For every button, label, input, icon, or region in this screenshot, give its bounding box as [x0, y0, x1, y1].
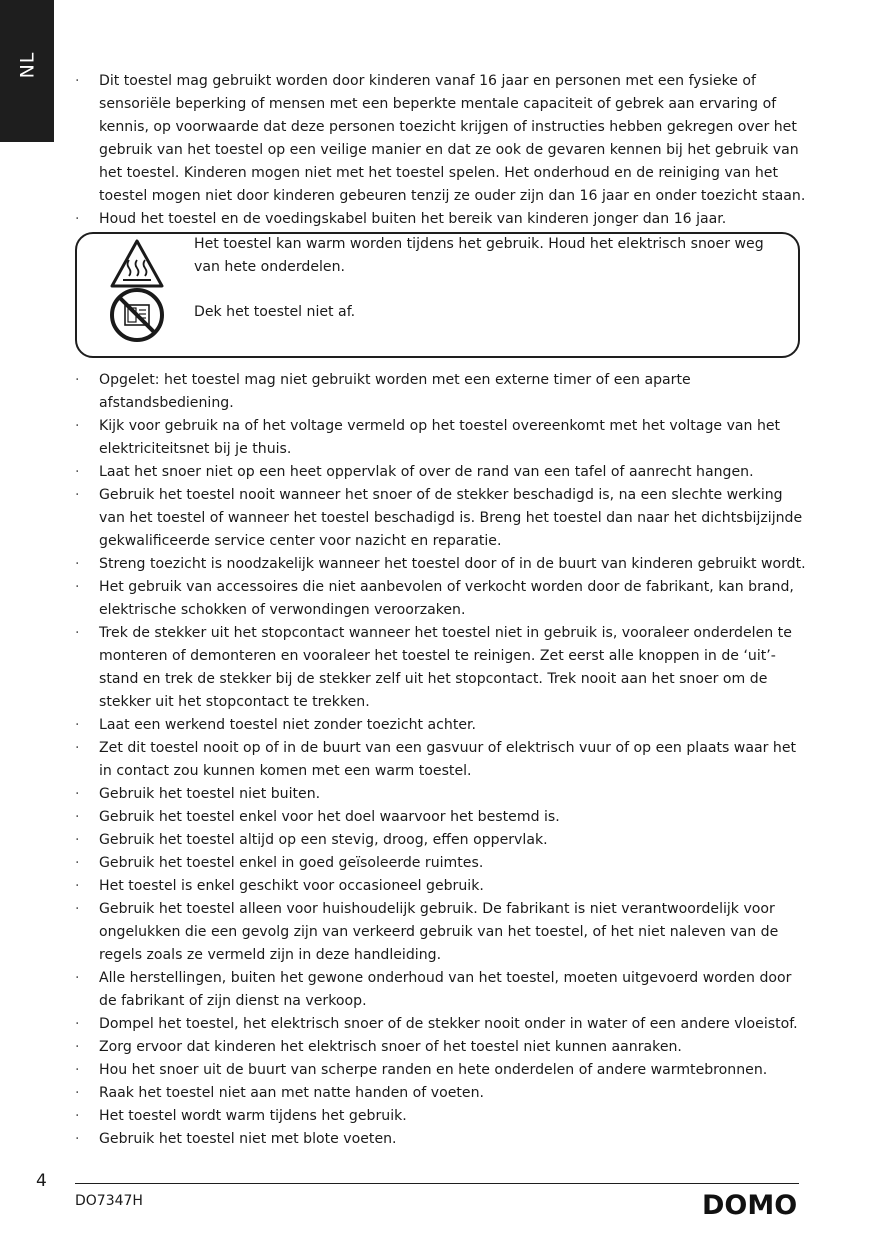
safety-instruction-item: [75, 622, 810, 714]
bullet-icon: ·: [75, 556, 80, 572]
safety-instruction-item: [75, 967, 810, 1013]
safety-instruction-text: Kijk voor gebruik na of het voltage vermeld op het toestel overeenkomt met het voltage van het elektriciteitsnet bij je thuis.: [99, 418, 781, 457]
bullet-icon: ·: [75, 579, 80, 595]
bullet-icon: ·: [75, 1062, 80, 1078]
safety-instruction-text: Raak het toestel niet aan met natte handen of voeten.: [99, 1085, 484, 1101]
safety-instruction-item: [75, 1059, 810, 1082]
bullet-icon: ·: [75, 1085, 80, 1101]
safety-instruction-text: Houd het toestel en de voedingskabel buiten het bereik van kinderen jonger dan 16 jaar.: [99, 211, 727, 227]
safety-instruction-item: [75, 737, 810, 783]
safety-instruction-text: Het toestel wordt warm tijdens het gebruik.: [99, 1108, 407, 1124]
safety-instruction-text: Dompel het toestel, het elektrisch snoer of de stekker nooit onder in water of een andere vloeistof.: [99, 1016, 798, 1032]
bullet-icon: ·: [75, 878, 80, 894]
bullet-icon: ·: [75, 832, 80, 848]
bullet-icon: ·: [75, 740, 80, 756]
safety-instruction-text: Opgelet: het toestel mag niet gebruikt worden met een externe timer of een aparte afstandsbediening.: [99, 372, 691, 411]
safety-instruction-text: Gebruik het toestel altijd op een stevig, droog, effen oppervlak.: [99, 832, 548, 848]
bullet-icon: ·: [75, 211, 80, 227]
safety-instruction-item: [75, 806, 810, 829]
bullet-icon: ·: [75, 625, 80, 641]
safety-instruction-text: Het toestel is enkel geschikt voor occasioneel gebruik.: [99, 878, 484, 894]
bullet-icon: ·: [75, 1016, 80, 1032]
safety-instruction-text: Gebruik het toestel nooit wanneer het snoer of de stekker beschadigd is, na een slechte werking van het toestel of wanneer het toestel beschadigd is. Breng het toestel dan naar het dichtsbijzijnde gekwalificeerde service center voor nazicht en reparatie.: [99, 487, 803, 549]
safety-instruction-item: [75, 415, 810, 461]
safety-instruction-text: Alle herstellingen, buiten het gewone onderhoud van het toestel, moeten uitgevoerd worden door de fabrikant of zijn dienst na verkoop.: [99, 970, 792, 1009]
bullet-icon: ·: [75, 1131, 80, 1147]
safety-instruction-item: [75, 875, 810, 898]
bullet-icon: ·: [75, 418, 80, 434]
safety-instruction-item: [75, 576, 810, 622]
safety-instruction-text: Zorg ervoor dat kinderen het elektrisch snoer of het toestel niet kunnen aanraken.: [99, 1039, 682, 1055]
safety-instruction-item: [75, 829, 810, 852]
warning-box: [75, 232, 800, 358]
bullet-icon: ·: [75, 717, 80, 733]
bullet-icon: ·: [75, 1039, 80, 1055]
domo-logo: DOMO: [702, 1190, 798, 1221]
safety-instruction-text: Hou het snoer uit de buurt van scherpe randen en hete onderdelen of andere warmtebronnen.: [99, 1062, 768, 1078]
safety-list-top: [75, 70, 810, 231]
bullet-icon: ·: [75, 809, 80, 825]
safety-instruction-item: [75, 714, 810, 737]
safety-instruction-text: Het gebruik van accessoires die niet aanbevolen of verkocht worden door de fabrikant, kan brand, elektrische schokken of verwondingen veroorzaken.: [99, 579, 794, 618]
page-number: 4: [36, 1171, 47, 1191]
safety-instruction-text: Gebruik het toestel enkel in goed geïsoleerde ruimtes.: [99, 855, 484, 871]
safety-instruction-text: Zet dit toestel nooit op of in de buurt van een gasvuur of elektrisch vuur of op een plaats waar het in contact zou kunnen komen met een warm toestel.: [99, 740, 797, 779]
safety-instruction-text: Gebruik het toestel niet buiten.: [99, 786, 321, 802]
bullet-icon: ·: [75, 464, 80, 480]
bullet-icon: ·: [75, 786, 80, 802]
safety-instruction-item: [75, 484, 810, 553]
language-tab: [0, 0, 54, 142]
bullet-icon: ·: [75, 855, 80, 871]
safety-instruction-text: Streng toezicht is noodzakelijk wanneer het toestel door of in de buurt van kinderen gebruikt wordt.: [99, 556, 806, 572]
safety-instruction-text: Gebruik het toestel alleen voor huishoudelijk gebruik. De fabrikant is niet verantwoordelijk voor ongelukken die een gevolg zijn van verkeerd gebruik van het toestel, of het niet naleven van de regels zoals ze vermeld zijn in deze handleiding.: [99, 901, 779, 963]
bullet-icon: ·: [75, 901, 80, 917]
safety-instruction-text: Trek de stekker uit het stopcontact wanneer het toestel niet in gebruik is, vooraleer onderdelen te monteren of demonteren en vooraleer het toestel te reinigen. Zet eerst alle knoppen in de ‘uit’-stand en trek de stekker bij de stekker zelf uit het stopcontact. Trek nooit aan het snoer om de stekker uit het stopcontact te trekken.: [99, 625, 792, 710]
safety-instruction-item: [75, 1082, 810, 1105]
safety-instruction-text: Gebruik het toestel niet met blote voeten.: [99, 1131, 397, 1147]
footer-divider: [75, 1183, 799, 1184]
safety-instruction-item: [75, 1036, 810, 1059]
safety-instruction-item: [75, 898, 810, 967]
safety-instruction-text: Dit toestel mag gebruikt worden door kinderen vanaf 16 jaar en personen met een fysieke of sensoriële beperking of mensen met een beperkte mentale capaciteit of gebrek aan ervaring of kennis, op voorwaarde dat deze personen toezicht krijgen of instructies hebben gekregen over het gebruik van het toestel op een veilige manier en dat ze ook de gevaren kennen bij het gebruik van het toestel. Kinderen mogen niet met het toestel spelen. Het onderhoud en de reiniging van het toestel mogen niet door kinderen gebeuren tenzij ze ouder zijn dan 16 jaar en onder toezicht staan.: [99, 73, 806, 204]
safety-instruction-item: [75, 783, 810, 806]
safety-instruction-item: [75, 70, 810, 208]
bullet-icon: ·: [75, 1108, 80, 1124]
safety-instruction-text: Gebruik het toestel enkel voor het doel waarvoor het bestemd is.: [99, 809, 560, 825]
safety-instruction-item: [75, 1128, 810, 1151]
model-number: DO7347H: [75, 1193, 143, 1209]
safety-instruction-item: [75, 208, 810, 231]
safety-instruction-item: [75, 461, 810, 484]
safety-instruction-item: [75, 553, 810, 576]
language-label: NL: [16, 51, 38, 79]
bullet-icon: ·: [75, 73, 80, 89]
safety-instruction-item: [75, 1013, 810, 1036]
do-not-cover-icon: [108, 286, 166, 344]
safety-instruction-item: [75, 852, 810, 875]
do-not-cover-text: Dek het toestel niet af.: [194, 304, 356, 320]
hot-surface-warning-text: Het toestel kan warm worden tijdens het gebruik. Houd het elektrisch snoer weg van hete onderdelen.: [194, 236, 764, 275]
bullet-icon: ·: [75, 487, 80, 503]
safety-instruction-text: Laat een werkend toestel niet zonder toezicht achter.: [99, 717, 477, 733]
safety-instruction-text: Laat het snoer niet op een heet oppervlak of over de rand van een tafel of aanrecht hangen.: [99, 464, 754, 480]
bullet-icon: ·: [75, 372, 80, 388]
safety-instruction-item: [75, 369, 810, 415]
safety-instruction-item: [75, 1105, 810, 1128]
safety-list-bottom: [75, 369, 810, 1151]
bullet-icon: ·: [75, 970, 80, 986]
